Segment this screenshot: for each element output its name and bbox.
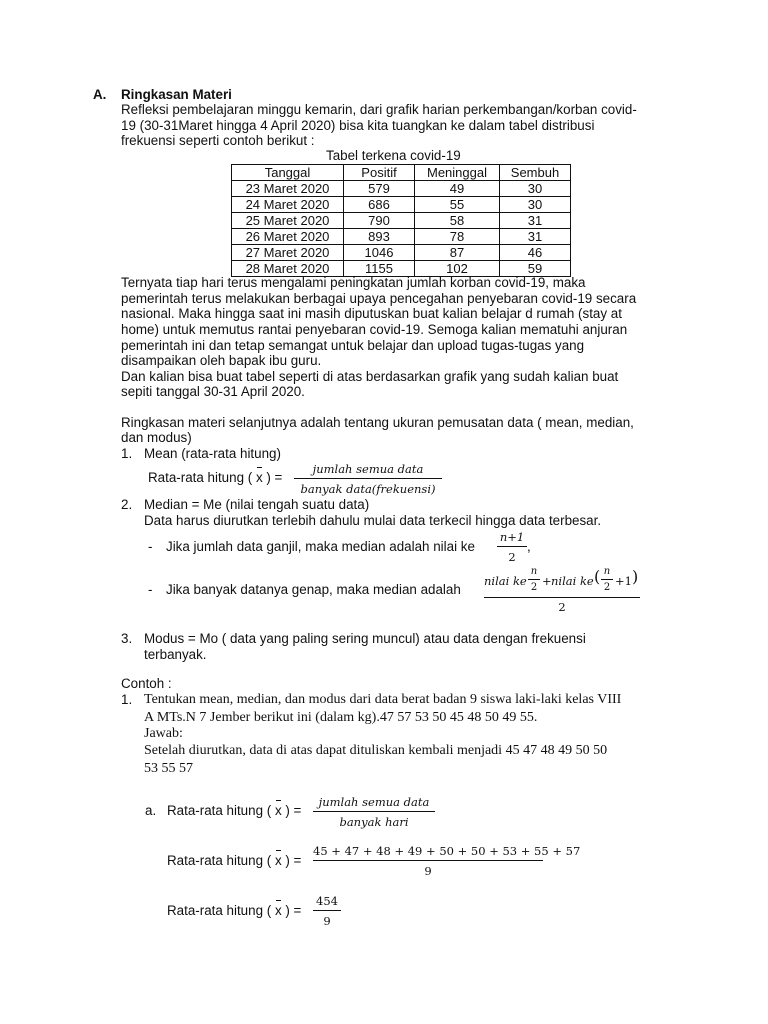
modus-line: Modus = Mo ( data yang paling sering muncul) atau data dengan frekuensi [144, 631, 586, 646]
text-line: dan modus) [121, 430, 192, 445]
text-line: sepiti tanggal 30-31 April 2020. [121, 384, 305, 399]
bullet-dash: - [148, 582, 153, 597]
median-even-text: Jika banyak datanya genap, maka median adalah [166, 582, 461, 597]
table-cell: 30 [500, 197, 571, 213]
table-row [232, 181, 571, 197]
table-cell: 49 [415, 181, 500, 197]
table-header-row [232, 165, 571, 181]
median-odd-fraction [497, 529, 527, 565]
text-line: Refleksi pembelajaran minggu kemarin, dari grafik harian perkembangan/korban covid- [121, 102, 637, 117]
table-cell: 686 [344, 197, 415, 213]
x-bar-symbol: x [274, 903, 282, 918]
plus-one: +1 [615, 574, 632, 588]
text-line: 53 55 57 [144, 761, 193, 776]
step2-formula [167, 853, 301, 869]
nilai-ke-label: nilai ke [551, 574, 594, 588]
list-number: 1. [121, 692, 133, 707]
text-line: 19 (30-31Maret hingga 4 April 2020) bisa kita tuangkan ke dalam tabel distribusi [121, 118, 595, 133]
table-cell: 102 [415, 261, 500, 277]
list-number: 3. [121, 631, 133, 646]
formula-close: ) = [285, 903, 302, 918]
text-line: Ringkasan materi selanjutnya adalah tentang ukuran pemusatan data ( mean, median, [121, 415, 634, 430]
step3-formula [167, 903, 301, 919]
formula-label: Rata-rata hitung ( [167, 853, 272, 868]
column-header: Tanggal [232, 165, 344, 181]
median-title: Median = Me (nilai tengah suatu data) [144, 497, 370, 512]
fraction-bar [313, 860, 543, 861]
formula-close: ) = [285, 853, 302, 868]
comma: , [527, 539, 531, 554]
formula-label: Rata-rata hitung ( [167, 903, 272, 918]
inner-fraction [528, 566, 540, 594]
table-cell: 790 [344, 213, 415, 229]
table-cell: 26 Maret 2020 [232, 229, 344, 245]
table-cell: 58 [415, 213, 500, 229]
fraction-numerator: 45 + 47 + 48 + 49 + 50 + 50 + 53 + 55 + 57 [313, 844, 581, 858]
step1-formula [167, 803, 301, 819]
fraction-denominator: 9 [323, 914, 331, 928]
x-bar-symbol: x [274, 853, 282, 868]
fraction-bar [294, 478, 442, 479]
fraction-numerator: n+1 [499, 530, 525, 544]
text-line: disampaikan oleh bapak ibu guru. [121, 353, 322, 368]
text-line: Ternyata tiap hari terus mengalami peningkatan jumlah korban covid-19, maka [121, 275, 586, 290]
table-cell: 31 [500, 213, 571, 229]
table-cell: 87 [415, 245, 500, 261]
fraction-bar [601, 579, 613, 580]
step2-fraction [313, 843, 581, 879]
fraction-numerator: n [530, 566, 538, 577]
fraction-denominator: 9 [424, 864, 432, 878]
table-cell: 893 [344, 229, 415, 245]
table-cell: 55 [415, 197, 500, 213]
fraction-numerator: n [603, 566, 611, 577]
text-line: Setelah diurutkan, data di atas dapat dituliskan kembali menjadi 45 47 48 49 50 50 [144, 743, 608, 758]
formula-label: Rata-rata hitung ( [148, 470, 253, 485]
text-line: pemerintah terus melakukan berbagai upaya pencegahan penyebaran covid-19 secara [121, 291, 637, 306]
table-cell: 24 Maret 2020 [232, 197, 344, 213]
text-line: Tentukan mean, median, dan modus dari data berat badan 9 siswa laki-laki kelas VIII [144, 692, 622, 707]
fraction-bar [313, 910, 341, 911]
table-row [232, 245, 571, 261]
text-line: home) untuk memutus rantai penyebaran covid-19. Semoga kalian mematuhi anjuran [121, 322, 628, 337]
text-line: A MTs.N 7 Jember berikut ini (dalam kg).47 57 53 50 45 48 50 49 55. [144, 710, 538, 725]
step-letter: a. [145, 803, 157, 818]
formula-label: Rata-rata hitung ( [167, 803, 272, 818]
table-cell: 30 [500, 181, 571, 197]
covid-table [231, 164, 571, 277]
fraction-denominator: 2 [603, 582, 611, 593]
fraction-bar [497, 546, 527, 547]
section-letter: A. [93, 87, 107, 102]
text-line: Dan kalian bisa buat tabel seperti di atas berdasarkan grafik yang sudah kalian buat [121, 369, 619, 384]
x-bar-symbol: x [255, 470, 263, 485]
table-row [232, 197, 571, 213]
fraction-denominator: 2 [508, 550, 516, 564]
mean-formula [148, 470, 282, 486]
table-row [232, 213, 571, 229]
section-heading: Ringkasan Materi [121, 87, 232, 102]
fraction-numerator: jumlah semua data [312, 462, 424, 476]
inner-fraction [601, 566, 613, 594]
text-line: pemerintah ini dan tetap semangat untuk belajar dan upload tugas-tugas yang [121, 338, 585, 353]
mean-title: Mean (rata-rata hitung) [144, 446, 281, 461]
mean-fraction [294, 461, 442, 497]
column-header: Meninggal [415, 165, 500, 181]
table-cell: 78 [415, 229, 500, 245]
table-cell: 25 Maret 2020 [232, 213, 344, 229]
contoh-title: Contoh : [121, 676, 172, 691]
list-number: 1. [121, 446, 133, 461]
median-odd-text: Jika jumlah data ganjil, maka median adalah nilai ke [166, 539, 475, 554]
nilai-ke-label: nilai ke [484, 574, 527, 588]
table-cell: 46 [500, 245, 571, 261]
step3-fraction [313, 893, 341, 929]
table-cell: 23 Maret 2020 [232, 181, 344, 197]
table-cell: 579 [344, 181, 415, 197]
fraction-bar [528, 579, 540, 580]
table-cell: 27 Maret 2020 [232, 245, 344, 261]
table-row [232, 229, 571, 245]
fraction-denominator: 2 [530, 582, 538, 593]
text-line: frekuensi seperti contoh berikut : [121, 133, 315, 148]
list-number: 2. [121, 497, 133, 512]
median-description: Data harus diurutkan terlebih dahulu mulai data terkecil hingga data terbesar. [144, 513, 602, 528]
table-cell: 1155 [344, 261, 415, 277]
table-caption: Tabel terkena covid-19 [326, 148, 461, 163]
step1-fraction [313, 794, 435, 830]
bullet-dash: - [148, 539, 153, 554]
fraction-numerator: 454 [316, 894, 338, 908]
table-cell: 1046 [344, 245, 415, 261]
formula-close: ) = [285, 803, 302, 818]
fraction-bar [313, 811, 435, 812]
x-bar-symbol: x [274, 803, 282, 818]
table-cell: 31 [500, 229, 571, 245]
plus-sign: + [542, 574, 552, 588]
median-even-denominator: 2 [558, 600, 566, 614]
fraction-numerator: jumlah semua data [318, 795, 430, 809]
column-header: Sembuh [500, 165, 571, 181]
column-header: Positif [344, 165, 415, 181]
close-paren: ) [632, 567, 639, 586]
formula-close: ) = [266, 470, 283, 485]
modus-line: terbanyak. [144, 647, 207, 662]
fraction-denominator: banyak data(frekuensi) [300, 482, 436, 496]
text-line: nasional. Maka hingga saat ini masih diputuskan buat kalian belajar d rumah (stay at [121, 306, 622, 321]
text-line: Jawab: [144, 726, 183, 741]
fraction-denominator: banyak hari [339, 815, 409, 829]
table-cell: 59 [500, 261, 571, 277]
open-paren: ( [594, 567, 601, 586]
fraction-bar [484, 597, 640, 598]
table-cell: 28 Maret 2020 [232, 261, 344, 277]
